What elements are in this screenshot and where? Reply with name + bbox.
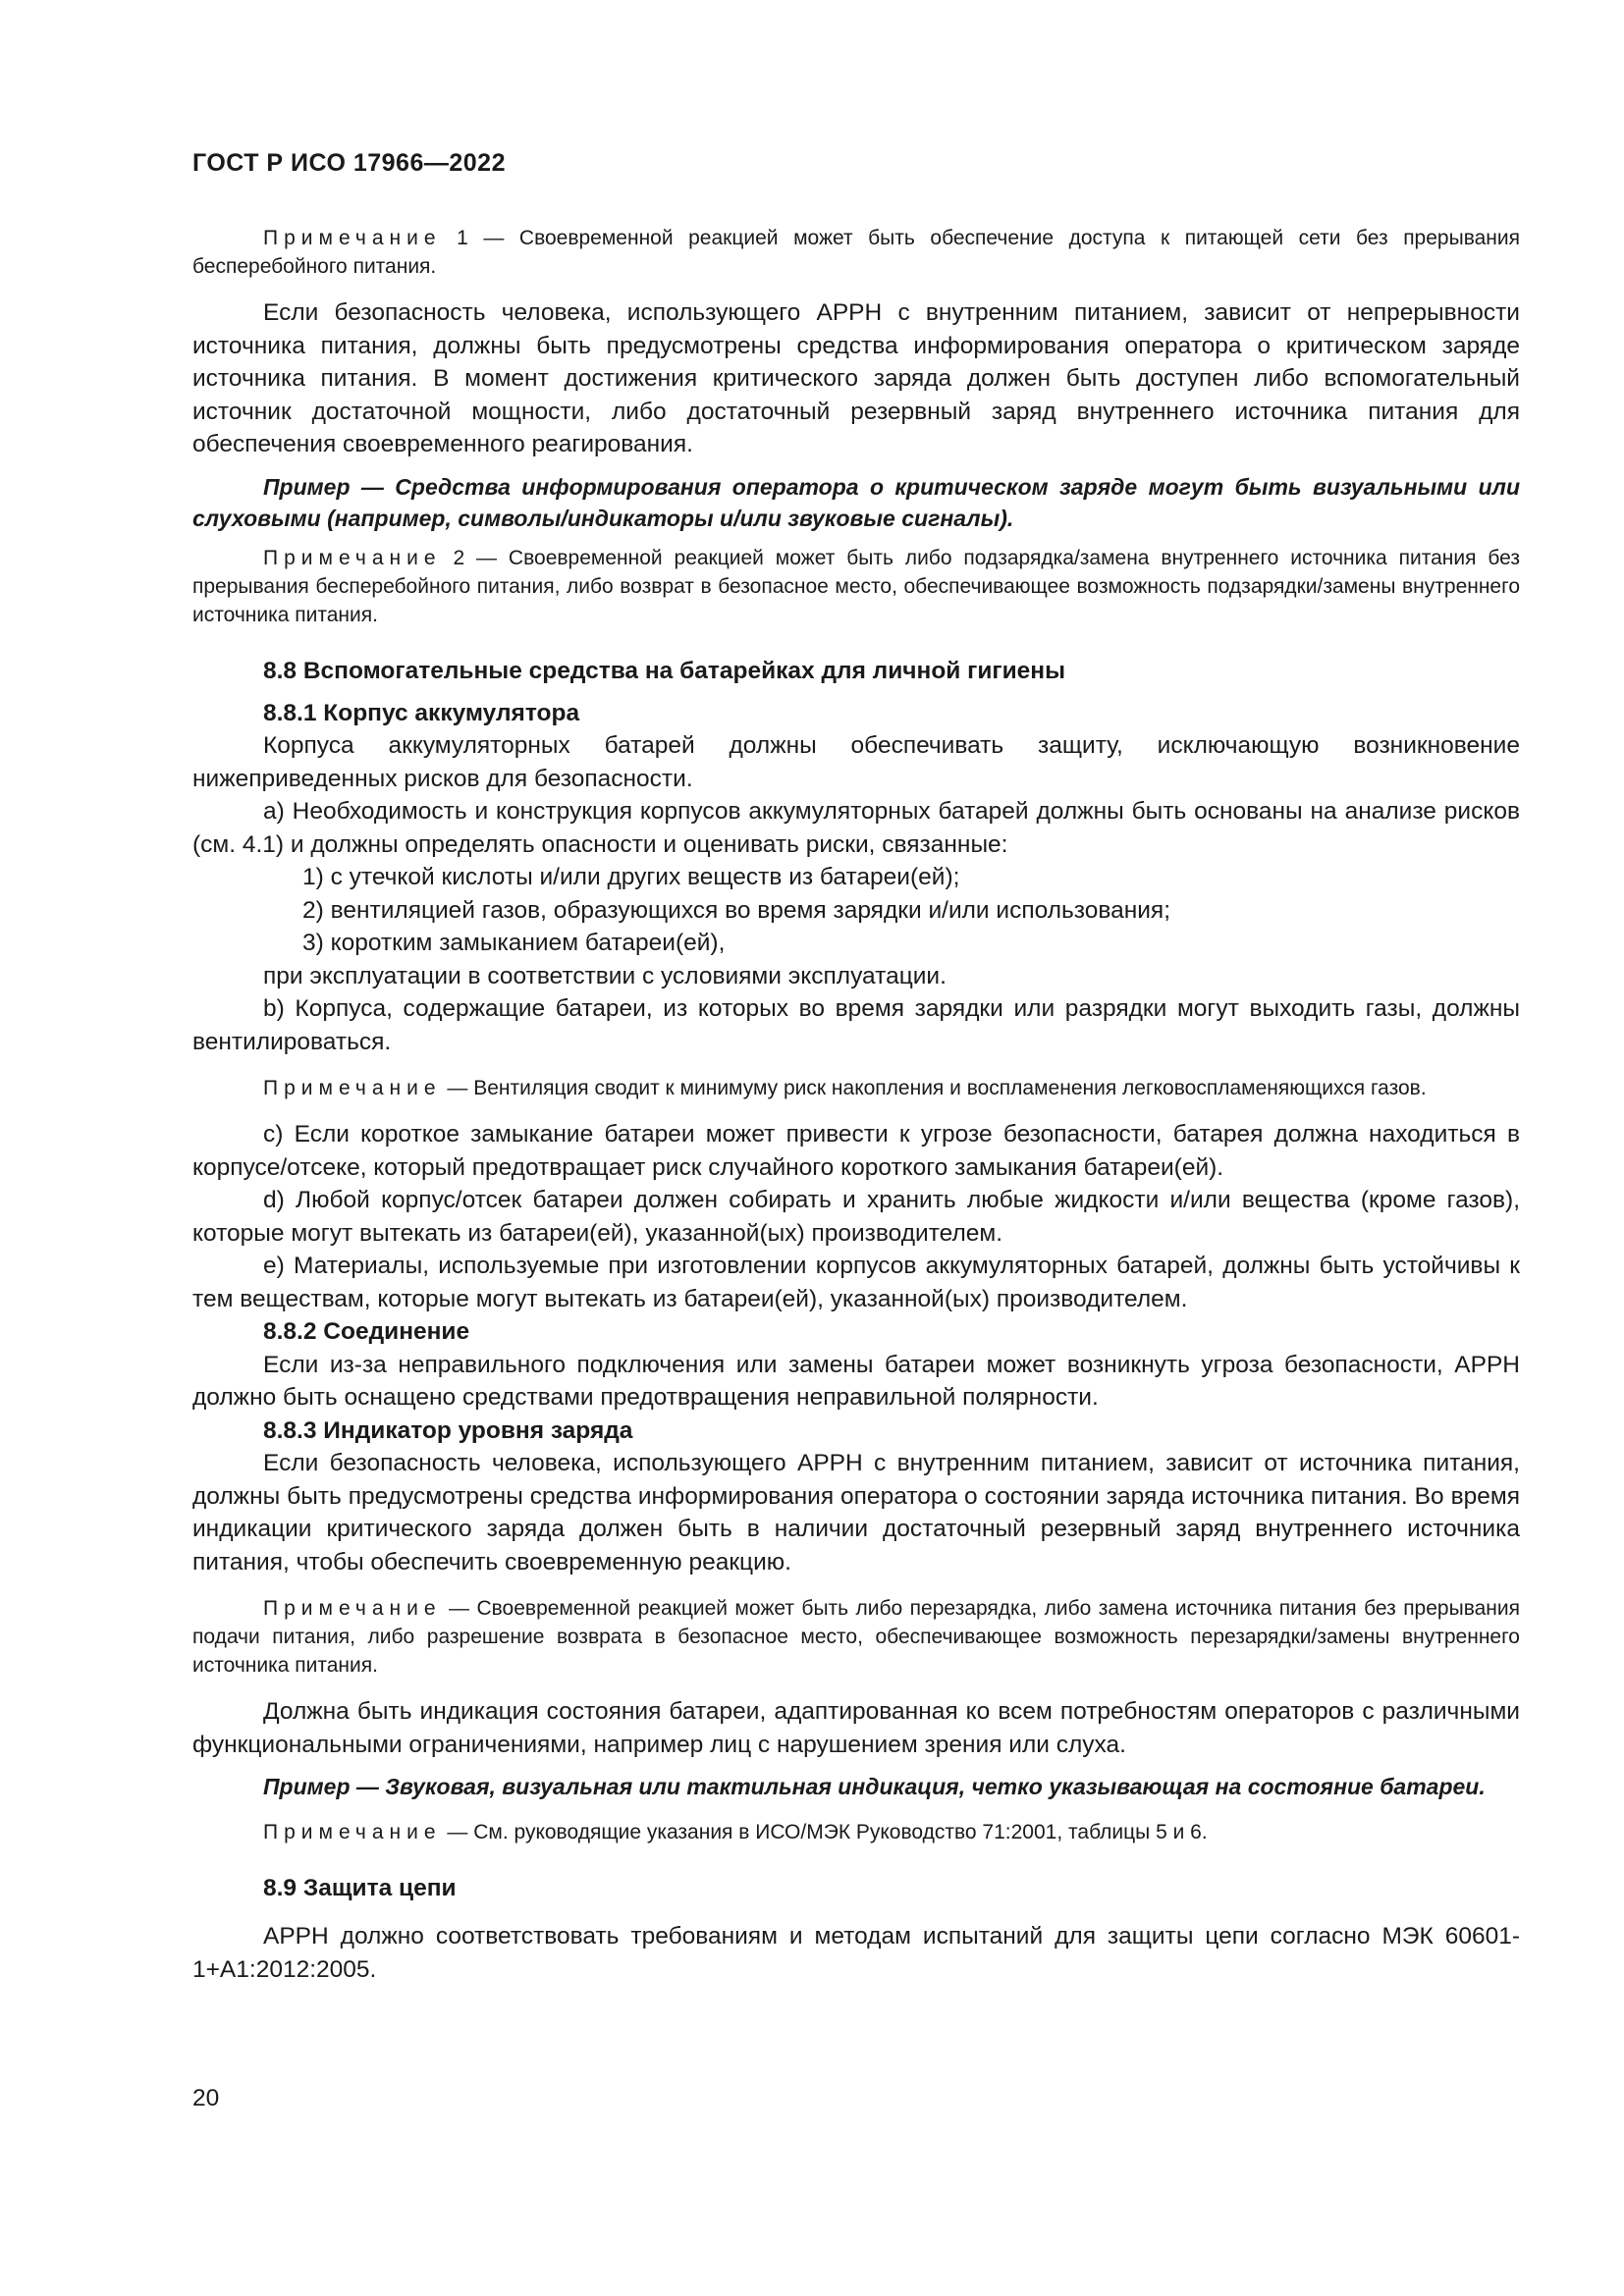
section-heading-8-8: 8.8 Вспомогательные средства на батарейках для личной гигиены [263,657,1066,684]
note-text: — Вентиляция сводит к минимуму риск накопления и воспламенения легковоспламеняющихся газов. [441,1077,1427,1099]
example-1 [192,471,1520,534]
note-1 [192,224,1520,281]
note-text: — Своевременной реакцией может быть либо перезарядка, либо замена источника питания без прерывания подачи питания, либо разрешение возврата в безопасное место, обеспечивающее возможность перезарядки/замены внутреннего источника питания. [192,1597,1520,1677]
paragraph-item-a: a) Необходимость и конструкция корпусов аккумуляторных батарей должны быть основаны на анализе рисков (см. 4.1) и должны определять опасности и оценивать риски, связанные: [192,798,1520,858]
note-label: Примечание [263,1077,442,1099]
section-heading-8-9: 8.9 Защита цепи [263,1875,457,1901]
note-5 [192,1818,1520,1846]
document-header: ГОСТ Р ИСО 17966—2022 [192,149,506,177]
subsection-heading-8-8-3: 8.8.3 Индикатор уровня заряда [263,1416,633,1444]
note-label: Примечание [263,1597,442,1620]
paragraph-8-9: АРРН должно соответствовать требованиям и методам испытаний для защиты цепи согласно МЭК 60601-1+А1:2012:2005. [192,1923,1520,1983]
note-label: Примечание [263,227,442,249]
paragraph-battery-indication: Должна быть индикация состояния батареи, адаптированная ко всем потребностям операторов с различными функциональными ограничениями, например лиц с нарушением зрения или слуха. [192,1698,1520,1758]
page-number: 20 [192,2085,220,2111]
list-item: 2) вентиляцией газов, образующихся во время зарядки и/или использования; [302,896,1171,924]
note-text: 1 — Своевременной реакцией может быть обеспечение доступа к питающей сети без прерывания бесперебойного питания. [192,227,1520,278]
list-item: 3) коротким замыканием батареи(ей), [302,930,726,956]
example-text: — Звуковая, визуальная или тактильная индикация, четко указывающая на состояние батареи. [350,1774,1486,1799]
example-text: — Средства информирования оператора о критическом заряде могут быть визуальными или слуховыми (например, символы/индикаторы и/или звуковые сигналы). [192,473,1520,531]
example-label: Пример [263,1774,351,1799]
paragraph-item-c: c) Если короткое замыкание батареи может привести к угрозе безопасности, батарея должна находиться в корпусе/отсеке, который предотвращает риск случайного короткого замыкания батареи(ей). [192,1121,1520,1181]
paragraph-item-d: d) Любой корпус/отсек батареи должен собирать и хранить любые жидкости и/или вещества (кроме газов), которые могут вытекать из батареи(ей), указанной(ых) производителем. [192,1187,1520,1247]
note-text: — См. руководящие указания в ИСО/МЭК Руководство 71:2001, таблицы 5 и 6. [441,1821,1208,1843]
subsection-heading-8-8-1: 8.8.1 Корпус аккумулятора [263,699,580,726]
paragraph-8-8-2: Если из-за неправильного подключения или замены батареи может возникнуть угроза безопасности, АРРН должно быть оснащено средствами предотвращения неправильной полярности. [192,1351,1520,1411]
paragraph-8-8-3: Если безопасность человека, использующего АРРН с внутренним питанием, зависит от источника питания, должны быть предусмотрены средства информирования оператора о состоянии заряда источника питания. Во время индикации критического заряда должен быть в наличии достаточный резервный заряд внутреннего источника питания, чтобы обеспечить своевременную реакцию. [192,1450,1520,1575]
note-4 [192,1594,1520,1680]
note-3 [192,1074,1520,1102]
page-content [192,224,1520,1986]
subsection-heading-8-8-2: 8.8.2 Соединение [263,1318,470,1345]
paragraph-item-e: e) Материалы, используемые при изготовлении корпусов аккумуляторных батарей, должны быть устойчивы к тем веществам, которые могут вытекать из батареи(ей), указанной(ых) производителем. [192,1253,1520,1312]
paragraph-critical-charge: Если безопасность человека, использующего АРРН с внутренним питанием, зависит от непрерывности источника питания, должны быть предусмотрены средства информирования оператора о критическом заряде источника питания. В момент достижения критического заряда должен быть доступен либо вспомогательный источник достаточной мощности, либо достаточный резервный заряд внутреннего источника питания для обеспечения своевременного реагирования. [192,299,1520,457]
example-2 [192,1771,1520,1802]
note-text: 2 — Своевременной реакцией может быть либо подзарядка/замена внутреннего источника питания без прерывания бесперебойного питания, либо возврат в безопасное место, обеспечивающее возможность подзарядки/замены внутреннего источника питания. [192,546,1520,626]
paragraph-item-b: b) Корпуса, содержащие батареи, из которых во время зарядки или разрядки могут выходить газы, должны вентилироваться. [192,995,1520,1055]
note-2 [192,544,1520,629]
paragraph-8-8-1-intro: Корпуса аккумуляторных батарей должны обеспечивать защиту, исключающую возникновение нижеприведенных рисков для безопасности. [192,732,1520,792]
note-label: Примечание [263,1821,442,1843]
note-label: Примечание [263,546,442,569]
list-item: 1) с утечкой кислоты и/или других веществ из батареи(ей); [302,864,960,890]
paragraph-after-list: при эксплуатации в соответствии с условиями эксплуатации. [263,962,947,989]
example-label: Пример [263,473,351,500]
